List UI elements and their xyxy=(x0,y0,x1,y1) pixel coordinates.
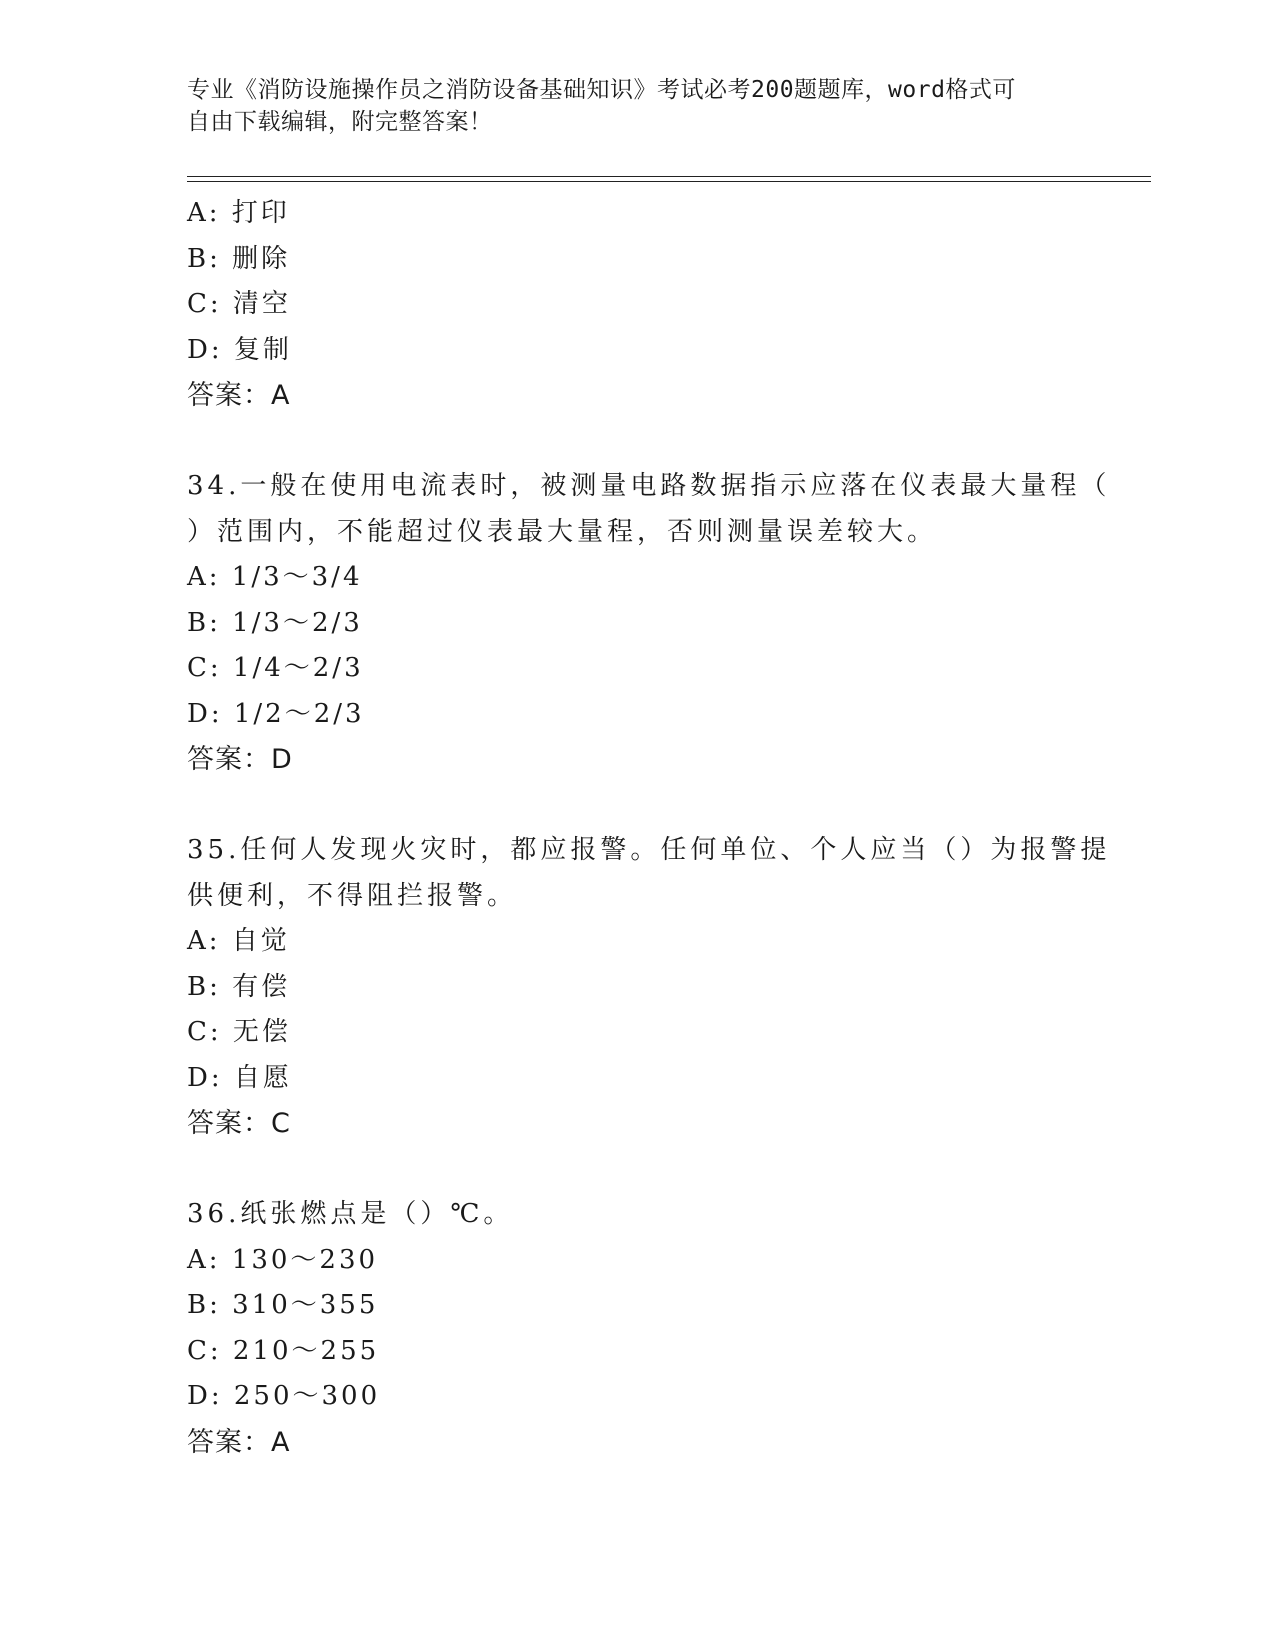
q34-stem-line-2: ）范围内，不能超过仪表最大量程，否则测量误差较大。 xyxy=(187,516,938,547)
q34-stem-line-1: 34.一般在使用电流表时，被测量电路数据指示应落在仪表最大量程（ xyxy=(187,471,1111,501)
q35-stem-line-2: 供便利，不得阻拦报警。 xyxy=(187,880,518,911)
q36-stem-line-1: 36.纸张燃点是（）℃。 xyxy=(187,1199,514,1229)
q33-option-c: C: 清空 xyxy=(187,289,291,319)
q35-answer: 答案：C xyxy=(187,1108,291,1139)
q35-stem-line-1: 35.任何人发现火灾时，都应报警。任何单位、个人应当（）为报警提 xyxy=(187,835,1111,865)
q34-option-a: A: 1/3～3/4 xyxy=(187,562,363,592)
question-33-block xyxy=(187,191,1087,419)
header-title-line-1: 专业《消防设施操作员之消防设备基础知识》考试必考200题题库，word格式可 xyxy=(187,77,1016,103)
q34-option-b: B: 1/3～2/3 xyxy=(187,607,363,638)
q34-answer: 答案：D xyxy=(187,744,293,775)
q36-option-b: B: 310～355 xyxy=(187,1290,379,1320)
q33-option-b: B: 删除 xyxy=(187,243,291,274)
document-header xyxy=(187,74,1087,138)
spacer xyxy=(187,783,1087,829)
q35-option-d: D: 自愿 xyxy=(187,1062,292,1093)
q34-option-c: C: 1/4～2/3 xyxy=(187,653,364,683)
q33-option-a: A: 打印 xyxy=(187,198,290,228)
q36-option-c: C: 210～255 xyxy=(187,1335,380,1366)
header-title-line-2: 自由下载编辑，附完整答案！ xyxy=(187,109,493,135)
spacer xyxy=(187,1147,1087,1193)
question-35-block xyxy=(187,828,1111,1147)
q33-option-d: D: 复制 xyxy=(187,334,292,365)
q35-option-c: C: 无偿 xyxy=(187,1017,291,1047)
q34-option-d: D: 1/2～2/3 xyxy=(187,698,365,729)
q36-answer: 答案：A xyxy=(187,1426,291,1458)
question-content xyxy=(187,191,1111,1465)
q33-answer: 答案：A xyxy=(187,380,291,411)
spacer xyxy=(187,419,1087,465)
header-divider-bottom xyxy=(187,181,1151,182)
q36-option-d: D: 250～300 xyxy=(187,1381,381,1411)
question-36-block xyxy=(187,1192,1087,1465)
q35-option-b: B: 有偿 xyxy=(187,971,291,1002)
question-34-block xyxy=(187,464,1111,783)
header-divider-top xyxy=(187,176,1151,177)
q35-option-a: A: 自觉 xyxy=(187,926,290,956)
q36-option-a: A: 130～230 xyxy=(187,1244,379,1275)
